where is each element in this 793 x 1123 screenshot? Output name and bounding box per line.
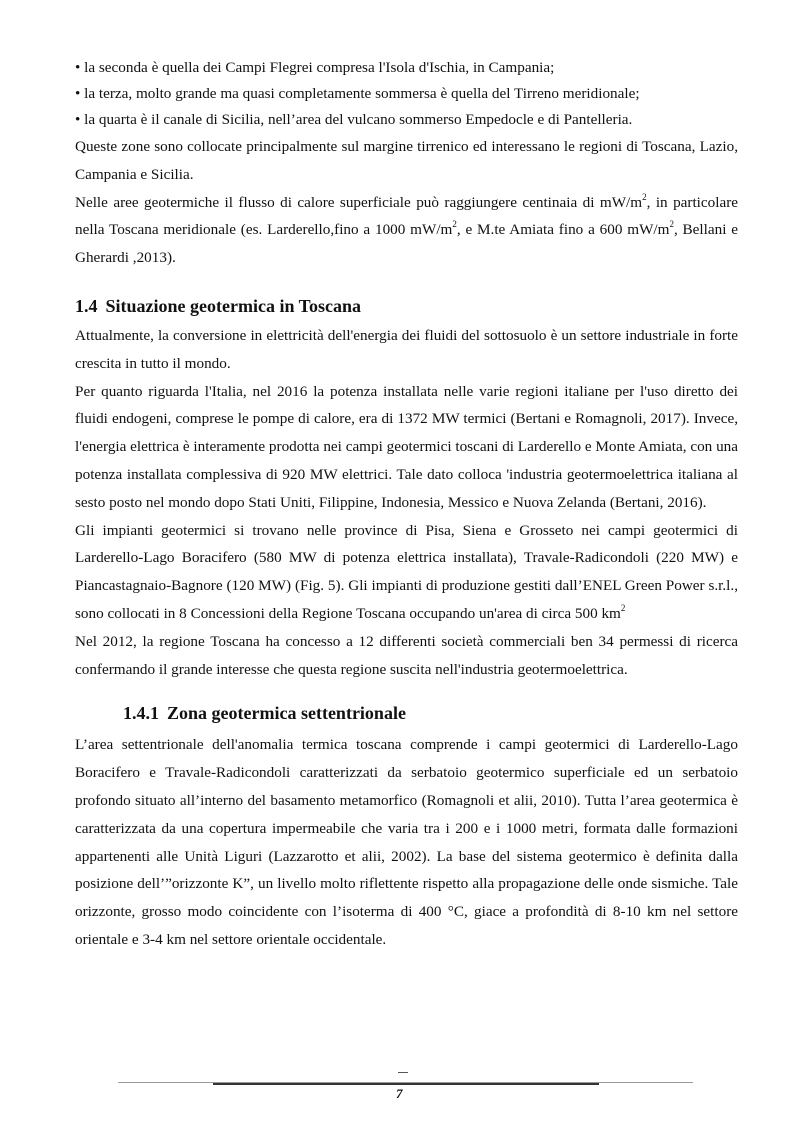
- text-span: , in particolare nella Toscana meridionale (es. Larderello,fino a 1000 mW/m: [75, 193, 738, 239]
- superscript: 2: [642, 191, 647, 202]
- section-heading: [75, 292, 738, 320]
- paragraph: Per quanto riguarda l'Italia, nel 2016 la potenza installata nelle varie regioni italiane per l'uso diretto dei fluidi endogeni, comprese le pompe di calore, era di 1372 MW termici (Bertani e Romagnoli, 2017). Invece, l'energia elettrica è interamente prodotta nei campi geotermici toscani di Larderello e Monte Amiata, con una potenza installata complessiva di 920 MW elettrici. Tale dato colloca 'industria geotermoelettrica italiana al sesto posto nel mondo dopo Stati Uniti, Filippine, Indonesia, Messico e Nuova Zelanda (Bertani, 2016).: [75, 382, 738, 511]
- superscript: 2: [620, 602, 626, 613]
- footer-dash: [398, 1072, 408, 1073]
- paragraph: Attualmente, la conversione in elettricità dell'energia dei fluidi del sottosuolo è un settore industriale in forte crescita in tutto il mondo.: [75, 326, 738, 372]
- paragraph: Queste zone sono collocate principalmente sul margine tirrenico ed interessano le regioni di Toscana, Lazio, Campania e Sicilia.: [75, 138, 738, 183]
- paragraph: [75, 189, 738, 272]
- subsection-title: Zona geotermica settentrionale: [167, 703, 406, 724]
- paragraph: L’area settentrionale dell'anomalia termica toscana comprende i campi geotermici di Larderello-Lago Boracifero e Travale-Radicondoli caratterizzati da serbatoio geotermico superficiale ed un serbatoio profondo situato all’interno del basamento metamorfico (Romagnoli et alii, 2010). Tutta l’area geotermica è caratterizzata da una copertura impermeabile che varia tra i 200 e i 1000 metri, formata dalle formazioni appartenenti alle Unità Liguri (Lazzarotto et alii, 2002). La base del sistema geotermico è definita dalla posizione dell’”orizzonte K”, un livello molto riflettente rispetto alla propagazione delle onde sismiche. Tale orizzonte, grosso modo coincidente con l’isoterma di 400 °C, giace a profondità di 8-10 km nel settore orientale e 3-4 km nel settore orientale occidentale.: [75, 736, 738, 948]
- paragraph: [75, 517, 738, 628]
- superscript: 2: [452, 219, 457, 230]
- bullet-item: • la terza, molto grande ma quasi completamente sommersa è quella del Tirreno meridionale;: [75, 85, 640, 102]
- text-span: Gli impianti geotermici si trovano nelle province di Pisa, Siena e Grosseto nei campi geotermici di Larderello-Lago Boracifero (580 MW di potenza elettrica installata), Travale-Radicondoli (220 MW) e Piancastagnaio-Bagnore (120 MW) (Fig. 5). Gli impianti di produzione gestiti dall’ENEL Green Power s.r.l., sono collocati in 8 Concessioni della Regione Toscana occupando un'area di circa 500 km: [75, 521, 738, 622]
- document-page: [75, 55, 738, 954]
- superscript: 2: [669, 219, 674, 230]
- section-title: Situazione geotermica in Toscana: [105, 295, 361, 316]
- text-span: Nelle aree geotermiche il flusso di calore superficiale può raggiungere centinaia di mW/m: [75, 193, 643, 211]
- subsection-heading: [75, 699, 738, 727]
- bullet-item: • la seconda è quella dei Campi Flegrei compresa l'Isola d'Ischia, in Campania;: [75, 59, 555, 76]
- text-span: , Bellani e Gherardi ,2013).: [75, 221, 738, 267]
- text-span: , e M.te Amiata fino a 600 mW/m: [456, 221, 670, 239]
- bullet-item: • la quarta è il canale di Sicilia, nell’area del vulcano sommerso Empedocle e di Pantelleria.: [75, 111, 633, 128]
- section-number: 1.4: [75, 295, 98, 316]
- footer-divider-bold: [213, 1083, 599, 1085]
- page-number: 7: [396, 1086, 403, 1101]
- paragraph: Nel 2012, la regione Toscana ha concesso a 12 differenti società commerciali ben 34 permessi di ricerca confermando il grande interesse che questa regione suscita nell'industria geotermoelettrica.: [75, 632, 738, 678]
- subsection-number: 1.4.1: [123, 703, 159, 724]
